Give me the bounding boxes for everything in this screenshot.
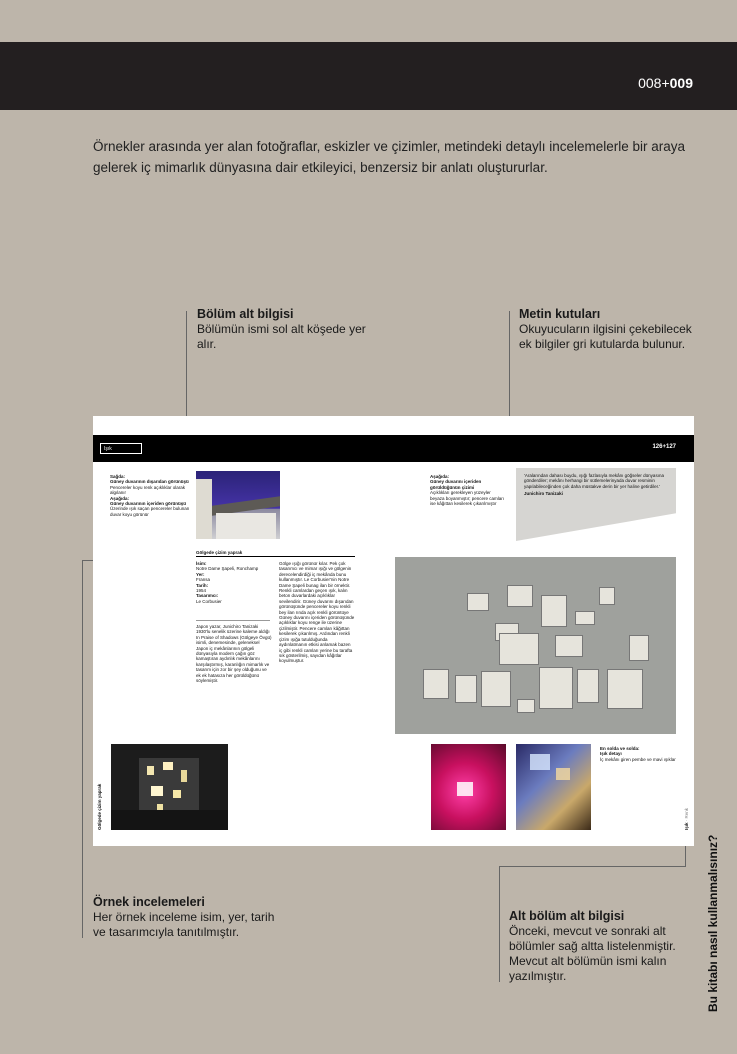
caption-line: Sağda: [110, 474, 126, 479]
callout-body: Okuyucuların ilgisini çekebilecek ek bilgiler gri kutularda bulunur. [519, 322, 692, 351]
callout-body: Her örnek inceleme isim, yer, tarih ve tasarımcıyla tanıtılmıştır. [93, 910, 275, 939]
callout-title: Alt bölüm alt bilgisi [509, 909, 625, 923]
example-body-col1: Japon yazar, Junichiro Tanizaki 1930'lu senelik üzerine kaleme aldığı In Praise of Shadows (Gölgeye Övgü) isimli, denemesinde, geleneksel Japon iç mekânlarının gölgeli dünyasıyla modern çağın göz kamaştıran aydınlık mekânlarını karşılaştırmış, karanlığın mimarlık ve tasarım için zor bir şey olduğunu ve ek ek hatasıza her görüldüğünü söylemiştir. [196, 624, 272, 684]
photo-blue-light [516, 744, 591, 830]
section-footer-label: Gölgede çizim yaprak [97, 783, 102, 830]
caption-line: Güney duvarının içeriden görünüşü [110, 501, 187, 507]
subsection-footer [684, 808, 689, 830]
book-spread [93, 416, 694, 846]
meta-rule [196, 620, 270, 621]
caption-line: Üzerinde ışık saçan pencereler bulunan duvar koyu görünür [110, 506, 190, 517]
spread-page-numbers: 126+127 [652, 444, 676, 450]
quote-text: 'Aralarından dahası buydu, ışığı fazlasıyla mekânı göğseler dünyasına gönderdiler; mekânı herhangi bir sütlemelerinyada duvar resminin yapılabileceğinden çok daha müstakve derin bir yer haline getirdiler.' [524, 473, 664, 489]
leader-line [499, 866, 500, 982]
caption-line: Güney duvarını içeriden görüldüğünün çizimi [430, 479, 482, 490]
caption-line: İç mekânı giren pembe ve mavi ışıklar [600, 756, 676, 762]
meta-value: 1954 [196, 588, 207, 594]
quote-content [524, 473, 672, 497]
callout-section-footer [197, 307, 382, 352]
side-title: Bu kitabı nasıl kullanmalısınız? [706, 834, 720, 1012]
callout-title: Metin kutuları [519, 307, 601, 321]
caption-line: Işık detayı [600, 751, 622, 757]
photo-interior-wall [111, 744, 228, 830]
spread-header-bar [93, 435, 694, 462]
example-heading: Gölgede çizim yaprak [196, 550, 243, 555]
page-number [638, 75, 693, 91]
meta-label: İsim: [196, 561, 207, 566]
callout-examples [93, 895, 283, 940]
caption-top-left [110, 474, 190, 517]
quote-author: Junichiro Tanizaki [524, 491, 563, 497]
page-current: 009 [669, 75, 693, 91]
caption-line: Pencereler koyu renk açıklıklar olarak algılanır [110, 484, 186, 496]
spread-section-tag: Işık [100, 443, 142, 454]
example-meta [196, 561, 276, 604]
caption-line: Aşağıda: [110, 495, 130, 501]
callout-title: Örnek incelemeleri [93, 895, 205, 909]
caption-line: Güney duvarının dışarıdan görünüşü [110, 479, 189, 485]
callout-title: Bölüm alt bilgisi [197, 307, 294, 321]
photo-exterior [196, 471, 280, 539]
leader-line [82, 560, 83, 938]
meta-value: Fransa [196, 577, 211, 583]
caption-line: Açıklıkları gerekleyen yüzeyler beyaza boyanmıştır; pencere camları ise kâğıttan kesilerek çıkarılmıştır [430, 490, 505, 507]
header-bar [0, 42, 737, 110]
meta-label: Tarih: [196, 582, 209, 588]
photo-pink-light [431, 744, 506, 830]
callout-text-boxes [519, 307, 704, 352]
heading-rule [196, 556, 355, 557]
meta-label: Yer: [196, 571, 205, 577]
callout-body: Bölümün ismi sol alt köşede yer alır. [197, 322, 366, 351]
plan-drawing [395, 557, 676, 734]
caption-bottom-right [600, 746, 676, 762]
caption-top-right [430, 474, 505, 506]
subsection-current: Işık [684, 822, 689, 830]
callout-sub-footer [509, 909, 689, 984]
meta-value: Le Corbusier [196, 598, 222, 604]
meta-label: Tasarımcı: [196, 593, 219, 599]
callout-body: Önceki, mevcut ve sonraki alt bölümler sağ altta listelenmiştir. Mevcut alt bölümün ismi kalın yazılmıştır. [509, 924, 676, 983]
subsection-rest: · Renk [684, 807, 689, 823]
page-prefix: 008+ [638, 75, 670, 91]
leader-line [499, 866, 685, 867]
example-body-col2: Gölge ışığı görünür kılar. Pek çok tasarımcı ve mimar ışığı ve gölgenin derecelendirdiği iç mekânda bunu kullanmıştır. Le Corbusier'nin Notre Dame Şapeli bunag ilan bir örnektir. Renkli camlardan geçen ışık, kalın beton duvarlardaki açıklıklar sevilendirir. Güney duvarını dışarıdan görünüşünde pencereler koyu renkli bey ilan rında açık renkli görüntüye Güney duvarını içeriden görünüşünde açıklıklar koyu renge ile üzerine çizilmiştir. Pencere camları kâğıttan kesilerek çıkarılmış. Ardından renkli çizim ışığa tutulduğunda aydınlatmanın etkisi anlamak bazen iç gibi renkli camları yerine bu tarafta sık gösterilmiş, sayıdan kâğıtlar koyulmuştur. [279, 561, 355, 664]
caption-line: En solda ve solda: [600, 746, 640, 751]
intro-text: Örnekler arasında yer alan fotoğraflar, eskizler ve çizimler, metindeki detaylı incelemelerle bir araya gelerek iç mimarlık dünyasına dair etkileyici, benzersiz bir anlatı oluştururlar. [93, 139, 686, 175]
meta-value: Notre Dame Şapeli, Ronchamp [196, 566, 259, 572]
caption-line: Aşağıda: [430, 474, 450, 479]
